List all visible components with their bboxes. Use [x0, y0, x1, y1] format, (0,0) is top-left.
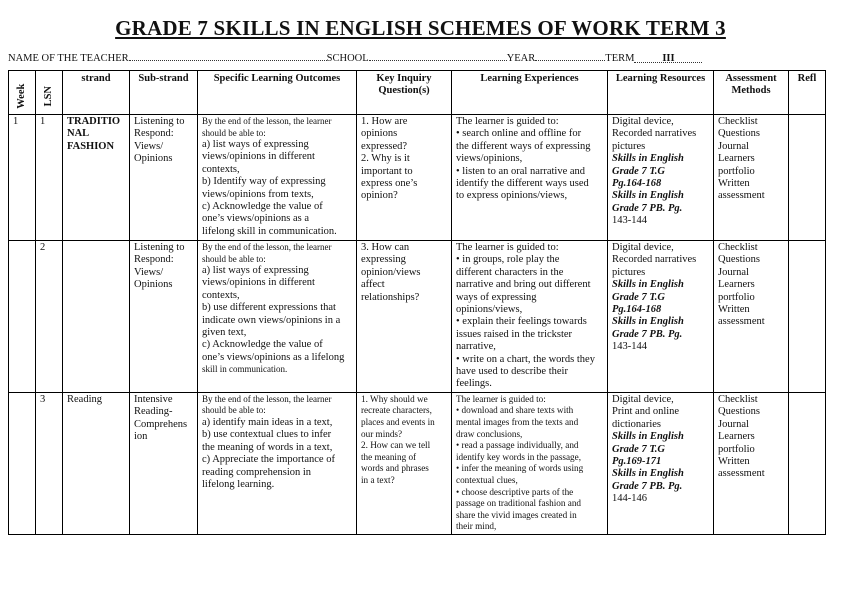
- lsn-cell: 3: [36, 392, 63, 534]
- slo-tail: skill in communication.: [202, 364, 288, 375]
- slo-intro: By the end of the lesson, the learner should be able to:: [202, 242, 332, 264]
- week-cell: [9, 392, 36, 534]
- week-cell: 1: [9, 115, 36, 241]
- lr-tg: Skills in English Grade 7 T.G Pg.169-171: [612, 431, 684, 467]
- substrand-cell: Listening to Respond: Views/ Opinions: [130, 241, 198, 393]
- table-row: [9, 392, 826, 534]
- le-cell: The learner is guided to: • search online and offline for the different ways of expressing views/opinions, • listen to an oral narrative and identify the different ways used to express opinions/views,: [452, 115, 608, 241]
- lr-plain: Digital device, Recorded narratives pictures: [612, 242, 697, 278]
- strand-cell: Reading: [63, 392, 130, 534]
- slo-cell: [198, 115, 357, 241]
- header-lsn: LSN: [36, 71, 63, 115]
- substrand-cell: Intensive Reading- Comprehens ion: [130, 392, 198, 534]
- lr-pb: Skills in English Grade 7 PB. Pg.: [612, 468, 684, 492]
- am-cell: Checklist Questions Journal Learners portfolio Written assessment: [714, 115, 789, 241]
- lsn-cell: 1: [36, 115, 63, 241]
- le-cell: The learner is guided to: • download and share texts with mental images from the texts and draw conclusions, • read a passage individually, and identify key words in the passage, • infer the meaning of words using contextual clues, • choose descriptive parts of the passage on traditional fashion and share the vivid images created in their mind,: [452, 392, 608, 534]
- slo-intro: By the end of the lesson, the learner should be able to:: [202, 116, 332, 138]
- le-cell: The learner is guided to: • in groups, role play the different characters in the narrative and bring out different ways of expressing opinions/views, • explain their feelings towards issues raised in the trickster narrative, • write on a chart, the words they have used to describe their feelings.: [452, 241, 608, 393]
- lr-cell: [608, 392, 714, 534]
- table-row: [9, 241, 826, 393]
- substrand-cell: Listening to Respond: Views/ Opinions: [130, 115, 198, 241]
- year-label: YEAR: [506, 53, 536, 64]
- lr-pages: 143-144: [612, 215, 647, 227]
- strand-cell: [63, 241, 130, 393]
- kiq-cell: 3. How can expressing opinion/views affect relationships?: [357, 241, 452, 393]
- lr-plain: Digital device, Print and online dictionaries: [612, 393, 680, 430]
- am-cell: Checklist Questions Journal Learners portfolio Written assessment: [714, 241, 789, 393]
- document-title: GRADE 7 SKILLS IN ENGLISH SCHEMES OF WORK TERM 3: [115, 16, 726, 40]
- header-lr: Learning Resources: [608, 71, 714, 115]
- kiq-cell: 1. Why should we recreate characters, places and events in our minds? 2. How can we tell the meaning of words and phrases in a text?: [357, 392, 452, 534]
- refl-cell: [789, 241, 826, 393]
- header-refl: Refl: [789, 71, 826, 115]
- kiq-cell: 1. How are opinions expressed? 2. Why is it important to express one’s opinion?: [357, 115, 452, 241]
- strand-cell: TRADITIO NAL FASHION: [63, 115, 130, 241]
- teacher-blank: [129, 51, 327, 61]
- lr-pb: Skills in English Grade 7 PB. Pg.: [612, 316, 684, 340]
- header-row: [9, 71, 826, 115]
- refl-cell: [789, 392, 826, 534]
- lr-tg: Skills in English Grade 7 T.G Pg.164-168: [612, 153, 684, 190]
- slo-body: a) list ways of expressing views/opinions in different contexts, b) Identify way of expressing views/opinions from texts, c) Acknowledge the value of one’s views/opinions as a lifelong skill in communication.: [202, 139, 337, 237]
- slo-cell: [198, 241, 357, 393]
- slo-cell: [198, 392, 357, 534]
- year-blank: [535, 51, 605, 61]
- schemes-table: [8, 70, 826, 535]
- am-cell: Checklist Questions Journal Learners portfolio Written assessment: [714, 392, 789, 534]
- lr-plain: Digital device, Recorded narratives pictures: [612, 116, 697, 152]
- teacher-info-line: [8, 51, 702, 64]
- header-slo: Specific Learning Outcomes: [198, 71, 357, 115]
- lr-pages: 143-144: [612, 341, 647, 353]
- lsn-cell: 2: [36, 241, 63, 393]
- teacher-label: NAME OF THE TEACHER: [8, 53, 129, 64]
- refl-cell: [789, 115, 826, 241]
- term-blank: [634, 53, 702, 63]
- school-label: SCHOOL: [326, 53, 369, 64]
- week-cell: [9, 241, 36, 393]
- lr-tg: Skills in English Grade 7 T.G Pg.164-168: [612, 279, 684, 316]
- header-kiq: Key Inquiry Question(s): [357, 71, 452, 115]
- lr-cell: [608, 115, 714, 241]
- header-strand: strand: [63, 71, 130, 115]
- lr-pages: 144-146: [612, 493, 647, 505]
- school-blank: [369, 51, 507, 61]
- term-value: III: [662, 53, 675, 64]
- header-le: Learning Experiences: [452, 71, 608, 115]
- slo-intro: By the end of the lesson, the learner should be able to:: [202, 393, 332, 416]
- slo-body: a) list ways of expressing views/opinions in different contexts, b) use different expressions that indicate own views/opinions in a given text, c) Acknowledge the value of one’s views/opinions as a lifelong: [202, 265, 345, 363]
- lr-pb: Skills in English Grade 7 PB. Pg.: [612, 190, 684, 214]
- header-substrand: Sub-strand: [130, 71, 198, 115]
- term-label: TERM: [605, 53, 635, 64]
- header-week: Week: [9, 71, 36, 115]
- table-row: [9, 115, 826, 241]
- header-am: Assessment Methods: [714, 71, 789, 115]
- lr-cell: [608, 241, 714, 393]
- slo-body: a) identify main ideas in a text, b) use contextual clues to infer the meaning of words in a text, c) Appreciate the importance of reading comprehension in lifelong learning.: [202, 416, 335, 490]
